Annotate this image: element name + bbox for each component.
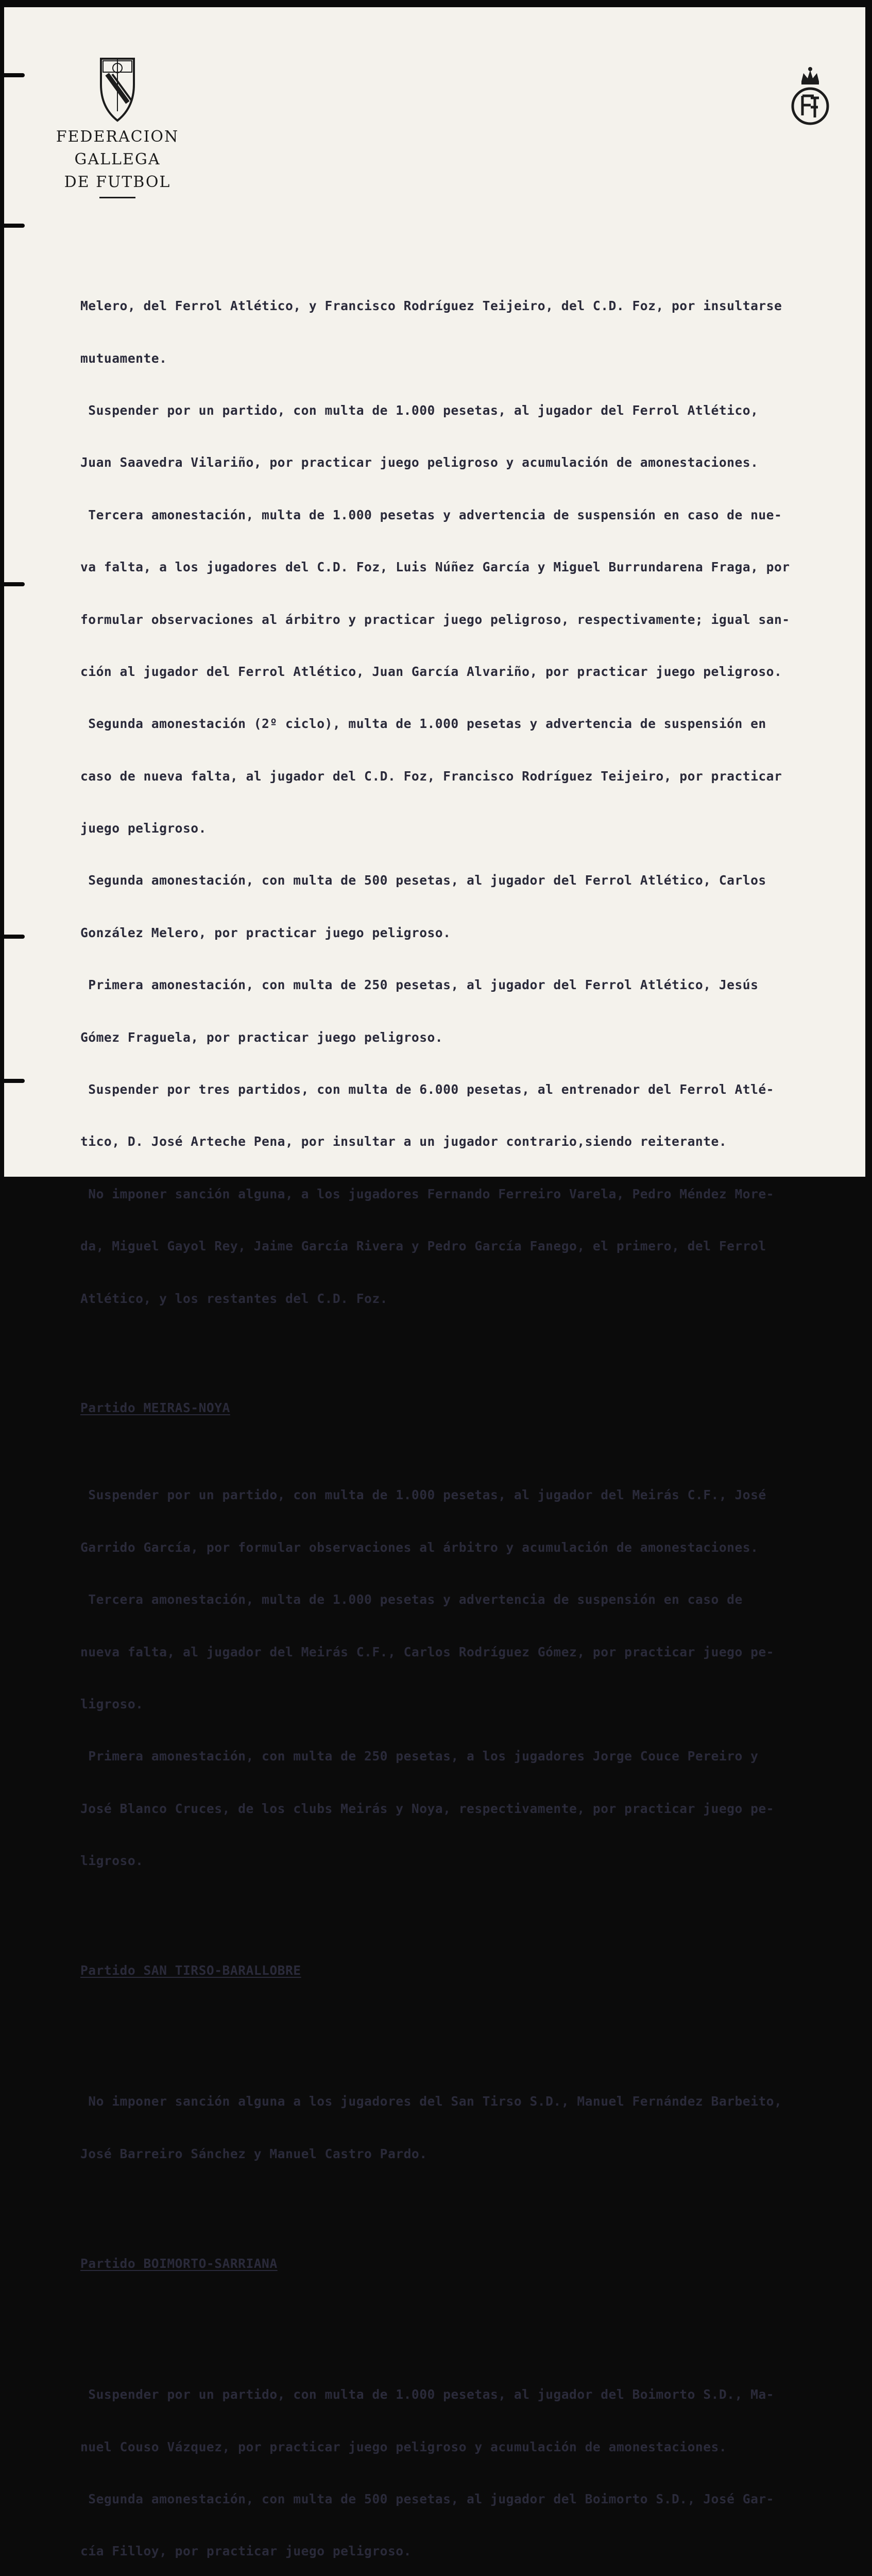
binder-hole (4, 582, 25, 586)
text-line: José Blanco Cruces, de los clubs Meirás y Noya, respectivamente, por practicar juego pe- (80, 1801, 774, 1816)
text-line: Juan Saavedra Vilariño, por practicar juego peligroso y acumulación de amonestaciones. (80, 455, 759, 470)
text-line: ligroso. (80, 1853, 144, 1869)
text-line: Segunda amonestación (2º ciclo), multa de 1.000 pesetas y advertencia de suspensión en (80, 716, 766, 732)
text-line: No imponer sanción alguna, a los jugadores Fernando Ferreiro Varela, Pedro Méndez More- (80, 1186, 774, 1201)
divider (99, 197, 135, 198)
text-line: ción al jugador del Ferrol Atlético, Juan García Alvariño, por practicar juego peligroso. (80, 664, 782, 679)
text-line: Primera amonestación, con multa de 250 pesetas, al jugador del Ferrol Atlético, Jesús (80, 977, 759, 993)
text-line: José Barreiro Sánchez y Manuel Castro Pardo. (80, 2146, 428, 2161)
document-body (80, 228, 863, 2576)
text-line: mutuamente. (80, 350, 167, 366)
text-line: caso de nueva falta, al jugador del C.D. Foz, Francisco Rodríguez Teijeiro, por practicar (80, 768, 782, 784)
paragraph-4 (80, 2351, 863, 2576)
text-line: Atlético, y los restantes del C.D. Foz. (80, 1291, 388, 1306)
text-line: Garrido García, por formular observaciones al árbitro y acumulación de amonestaciones. (80, 1539, 759, 1555)
org-name-line2: DE FUTBOL (64, 173, 171, 191)
binder-hole (4, 935, 25, 939)
shield-emblem-icon (92, 54, 143, 126)
spacer (80, 2307, 863, 2316)
text-line: Tercera amonestación, multa de 1.000 pesetas y advertencia de suspensión en caso de (80, 1592, 743, 1607)
text-line: juego peligroso. (80, 821, 207, 836)
crowned-crest-icon (787, 64, 833, 131)
text-line: cía Filloy, por practicar juego peligroso. (80, 2544, 412, 2559)
document-page (4, 7, 865, 2559)
letterhead (40, 54, 195, 198)
text-line: Primera amonestación, con multa de 250 pesetas, a los jugadores Jorge Couce Pereiro y (80, 1749, 759, 1764)
section-heading (80, 2255, 863, 2273)
text-line: Suspender por un partido, con multa de 1.000 pesetas, al jugador del Boimorto S.D., Ma- (80, 2387, 774, 2402)
heading-text: Partido SAN TIRSO-BARALLOBRE (80, 1962, 301, 1978)
section-heading (80, 1399, 863, 1417)
binder-hole (4, 224, 25, 228)
text-line: ligroso. (80, 1696, 144, 1711)
text-line: Segunda amonestación, con multa de 500 pesetas, al jugador del Ferrol Atlético, Carlos (80, 873, 766, 888)
heading-text: Partido BOIMORTO-SARRIANA (80, 2256, 278, 2271)
text-line: Tercera amonestación, multa de 1.000 pesetas y advertencia de suspensión en caso de nue- (80, 507, 782, 522)
spacer (80, 2014, 863, 2023)
text-line: nuel Couso Vázquez, por practicar juego peligroso y acumulación de amonestaciones. (80, 2439, 727, 2454)
text-line: Melero, del Ferrol Atlético, y Francisco Rodríguez Teijeiro, del C.D. Foz, por insultarse (80, 298, 782, 314)
text-line: va falta, a los jugadores del C.D. Foz, Luis Núñez García y Miguel Burrundarena Fraga, por (80, 560, 790, 575)
section-heading (80, 1962, 863, 1979)
text-line: da, Miguel Gayol Rey, Jaime García Rivera y Pedro García Fanego, el primero, del Ferrol (80, 1239, 766, 1254)
paragraph-2 (80, 1452, 863, 1905)
text-line: tico, D. José Arteche Pena, por insultar a un jugador contrario,siendo reiterante. (80, 1134, 727, 1149)
text-line: Suspender por un partido, con multa de 1.000 pesetas, al jugador del Ferrol Atlético, (80, 402, 759, 418)
text-line: Suspender por un partido, con multa de 1.000 pesetas, al jugador del Meirás C.F., José (80, 1487, 766, 1503)
org-name-line1: FEDERACION GALLEGA (56, 128, 179, 168)
text-line: González Melero, por practicar juego peligroso. (80, 925, 451, 940)
binder-hole (4, 73, 25, 77)
text-line: Segunda amonestación, con multa de 500 pesetas, al jugador del Boimorto S.D., José Gar- (80, 2492, 774, 2506)
paragraph-3 (80, 2058, 863, 2197)
text-line: formular observaciones al árbitro y practicar juego peligroso, respectivamente; igual san- (80, 612, 790, 627)
text-line: Suspender por tres partidos, con multa de 6.000 pesetas, al entrenador del Ferrol Atlé- (80, 1082, 774, 1097)
text-line: nueva falta, al jugador del Meirás C.F., Carlos Rodríguez Gómez, por practicar juego pe- (80, 1644, 774, 1659)
text-line: No imponer sanción alguna a los jugadores del San Tirso S.D., Manuel Fernández Barbeito, (80, 2094, 782, 2109)
text-line: Gómez Fraguela, por practicar juego peligroso. (80, 1029, 443, 1045)
binder-hole (4, 1079, 25, 1083)
paragraph-1 (80, 263, 863, 1342)
heading-text: Partido MEIRAS-NOYA (80, 1400, 230, 1416)
